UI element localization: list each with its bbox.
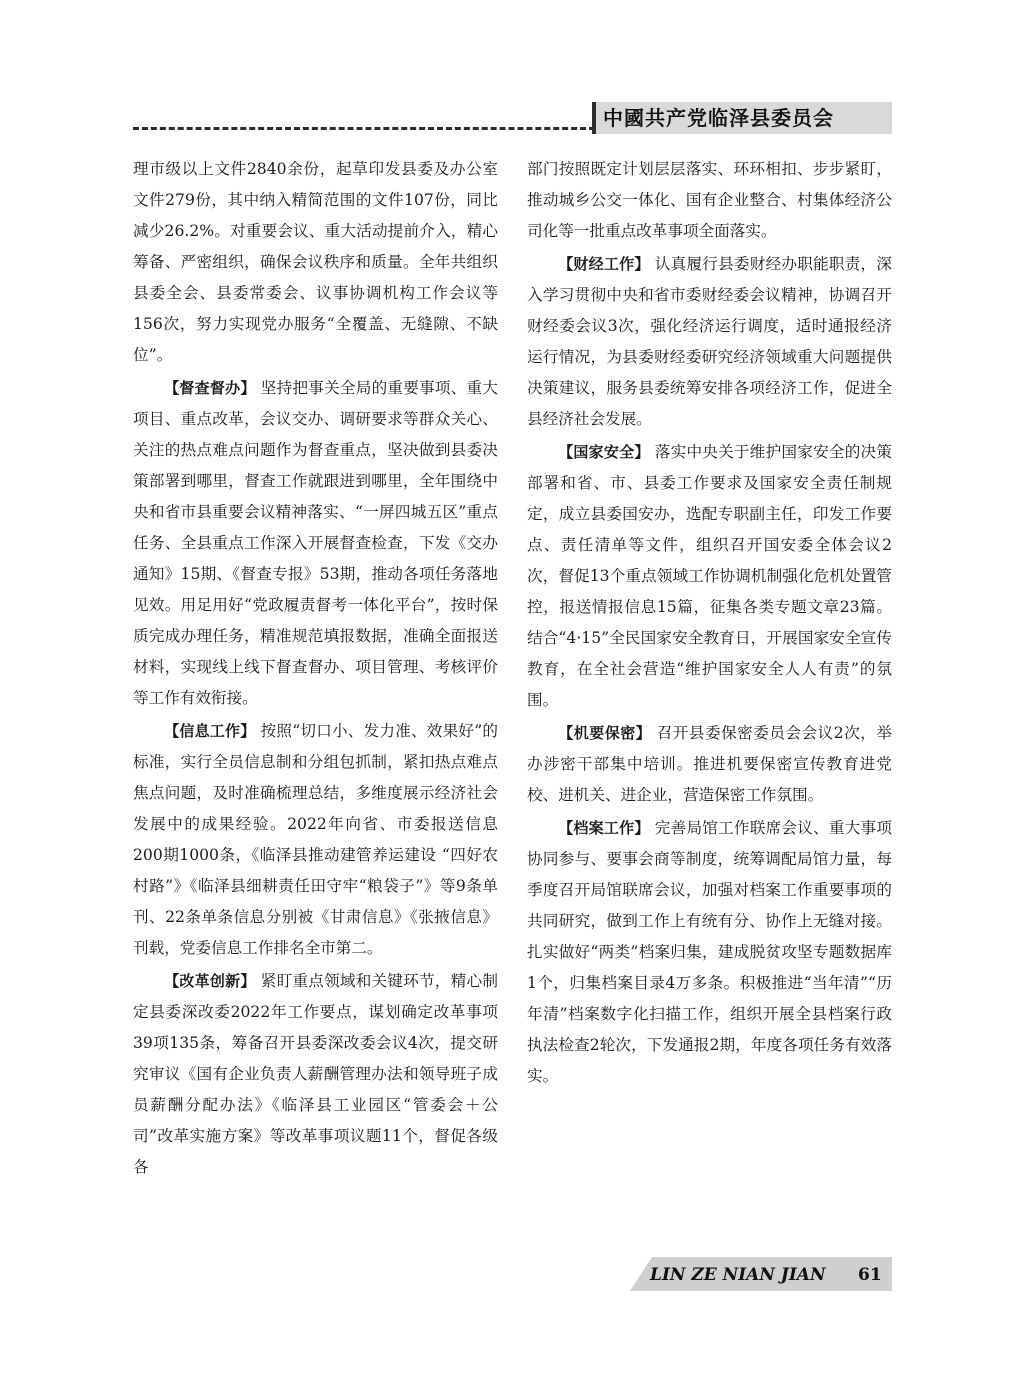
paragraph-finance [527,249,892,435]
header-tab-edge [592,102,596,134]
page-number: 61 [858,1265,882,1285]
section-heading: 【国家安全】 [558,443,650,461]
section-heading: 【机要保密】 [558,724,652,742]
paragraph-continued [133,154,498,371]
paragraph-text: 紧盯重点领域和关键环节，精心制定县委深改委2022年工作要点，谋划确定改革事项39项135条，筹备召开县委深改委会议4次，提交研究审议《国有企业负责人薪酬管理办法和领导班子成员薪酬分配办法》《临泽县工业园区“管委会＋公司”改革实施方案》等改革事项议题11个，督促各级各 [133,972,498,1176]
paragraph-text: 召开县委保密委员会会议2次，举办涉密干部集中培训。推进机要保密宣传教育进党校、进机关、进企业，营造保密工作氛围。 [527,724,892,804]
paragraph-supervision [133,373,498,714]
header-dashed-rule [133,127,595,130]
paragraph-information [133,716,498,964]
paragraph-text: 落实中央关于维护国家安全的决策部署和省、市、县委工作要求及国家安全责任制规定，成立县委国安办，选配专职副主任，印发工作要点、责任清单等文件，组织召开国安委全体会议2次，督促13个重点领域工作协调机制强化危机处置管控，报送情报信息15篇，征集各类专题文章23篇。结合“4·15”全民国家安全教育日，开展国家安全宣传教育，在全社会营造“维护国家安全人人有责”的氛围。 [527,443,892,709]
running-header-title: 中國共产党临泽县委员会 [603,106,834,130]
section-heading: 【档案工作】 [558,819,650,837]
paragraph-text: 部门按照既定计划层层落实、环环相扣、步步紧盯，推动城乡公交一体化、国有企业整合、村集体经济公司化等一批重点改革事项全面落实。 [527,160,892,240]
paragraph-continued [527,154,892,247]
footer-journal-name: LIN ZE NIAN JIAN [650,1265,826,1285]
paragraph-text: 理市级以上文件2840余份，起草印发县委及办公室文件279份，其中纳入精简范围的文件107份，同比减少26.2%。对重要会议、重大活动提前介入，精心筹备、严密组织，确保会议秩序和质量。全年共组织县委全会、县委常委会、议事协调机构工作会议等156次，努力实现党办服务“全覆盖、无缝隙、不缺位”。 [133,160,498,364]
section-heading: 【信息工作】 [164,722,256,740]
paragraph-national-security [527,437,892,716]
section-heading: 【改革创新】 [164,972,256,990]
paragraph-confidentiality [527,718,892,811]
section-heading: 【财经工作】 [558,255,650,273]
right-text-column [527,154,892,1092]
left-text-column [133,154,498,1183]
paragraph-text: 按照“切口小、发力准、效果好”的标准，实行全员信息制和分组包抓制，紧扣热点难点焦点问题，及时准确梳理总结，多维度展示经济社会发展中的成果经验。2022年向省、市委报送信息200期1000条，《临泽县推动建管养运建设 “四好农村路”》《临泽县细耕责任田守牢“粮袋子”》等9条单刊、22条单条信息分别被《甘肃信息》《张掖信息》刊载，党委信息工作排名全市第二。 [133,722,498,957]
paragraph-archives [527,813,892,1092]
paragraph-reform [133,966,498,1183]
section-heading: 【督查督办】 [164,379,256,397]
paragraph-text: 认真履行县委财经办职能职责，深入学习贯彻中央和省市委财经委会议精神，协调召开财经委会议3次，强化经济运行调度，适时通报经济运行情况，为县委财经委研究经济领域重大问题提供决策建议，服务县委统筹安排各项经济工作，促进全县经济社会发展。 [527,255,892,428]
paragraph-text: 完善局馆工作联席会议、重大事项协同参与、要事会商等制度，统筹调配局馆力量，每季度召开局馆联席会议，加强对档案工作重要事项的共同研究，做到工作上有统有分、协作上无缝对接。扎实做好“两类”档案归集，建成脱贫攻坚专题数据库1个，归集档案目录4万多条。积极推进“当年清”“历年清”档案数字化扫描工作，组织开展全县档案行政执法检查2轮次，下发通报2期，年度各项任务有效落实。 [527,819,892,1085]
paragraph-text: 坚持把事关全局的重要事项、重大项目、重点改革，会议交办、调研要求等群众关心、关注的热点难点问题作为督查重点，坚决做到县委决策部署到哪里，督查工作就跟进到哪里，全年围绕中央和省市县重要会议精神落实、“一屏四城五区”重点任务、全县重点工作深入开展督查检查，下发《交办通知》15期、《督查专报》53期，推动各项任务落地见效。用足用好“党政履责督考一体化平台”，按时保质完成办理任务，精准规范填报数据，准确全面报送材料，实现线上线下督查督办、项目管理、考核评价等工作有效衔接。 [133,379,498,707]
